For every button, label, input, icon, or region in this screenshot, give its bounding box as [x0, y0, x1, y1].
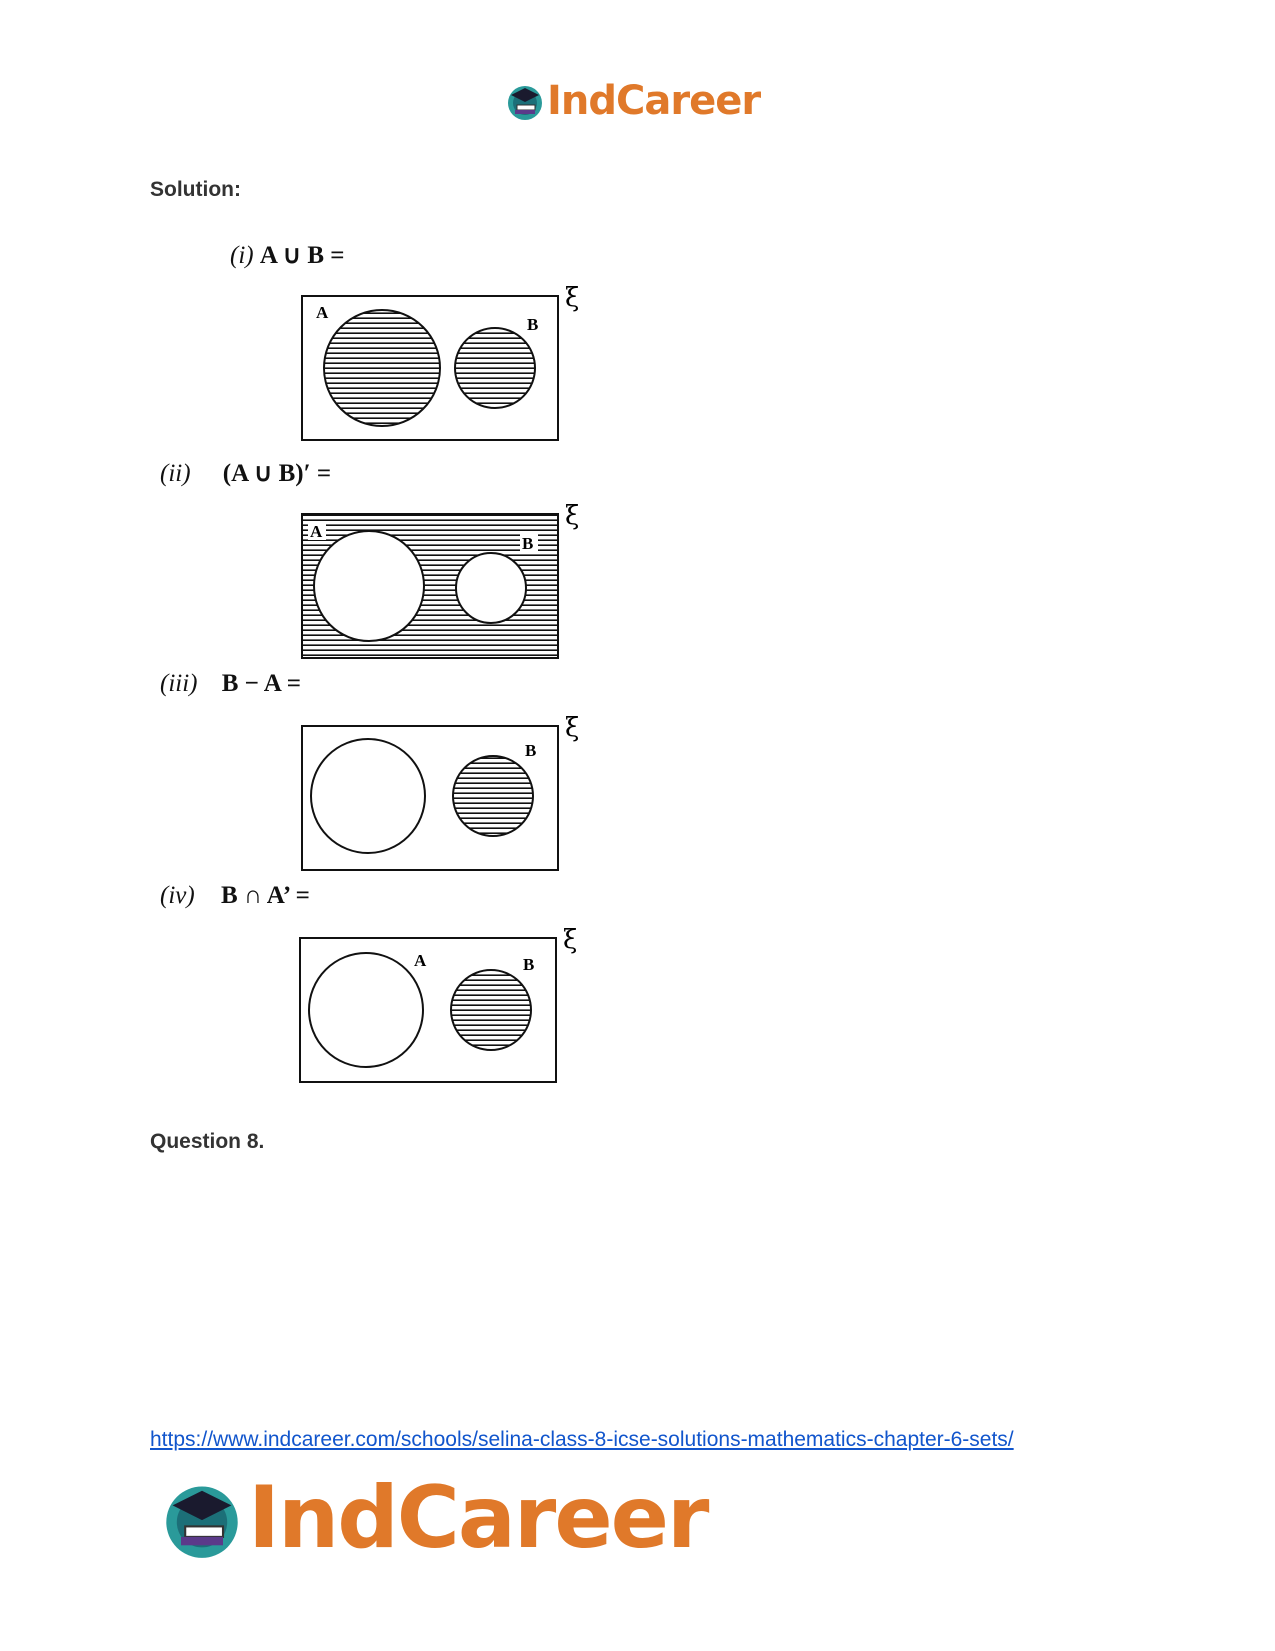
universe-symbol: ξ: [565, 713, 580, 743]
part-expression: A ∪ B =: [259, 242, 345, 269]
set-a-circle: [324, 310, 440, 426]
part-label: [160, 670, 301, 698]
set-b-label: B: [523, 955, 535, 974]
set-a-circle: [309, 953, 423, 1067]
set-a-circle: [314, 531, 424, 641]
set-a-label: A: [316, 303, 329, 322]
footer-url-link[interactable]: https://www.indcareer.com/schools/selina-class-8-icse-solutions-mathematics-chapter-6-sets/: [150, 1428, 1014, 1451]
universe-symbol: ξ: [565, 283, 580, 313]
header-logo: [505, 78, 760, 124]
set-b-circle: [456, 553, 526, 623]
venn-diagram-intersection-complement: [298, 924, 588, 1084]
part-roman: (i): [230, 242, 254, 269]
graduation-globe-icon: [160, 1476, 244, 1560]
set-b-circle: [453, 756, 533, 836]
logo-text: IndCareer: [547, 78, 761, 124]
set-b-label: B: [522, 534, 534, 553]
part-expression: (A ∪ B)′ =: [222, 460, 332, 487]
universe-symbol: ξ: [565, 501, 580, 531]
universe-symbol: ξ: [563, 925, 578, 955]
part-roman: (ii): [160, 460, 191, 487]
part-label: [160, 882, 310, 910]
set-b-label: B: [527, 315, 539, 334]
solution-heading: Solution:: [150, 178, 241, 201]
part-expression: B − A =: [221, 670, 301, 697]
logo-text: IndCareer: [248, 1468, 708, 1568]
set-a-circle: [311, 739, 425, 853]
part-roman: (iii): [160, 670, 198, 697]
set-a-label: A: [310, 522, 323, 541]
set-b-circle: [451, 970, 531, 1050]
venn-diagram-complement-union: [300, 500, 590, 660]
part-label: [160, 458, 331, 488]
set-b-circle: [455, 328, 535, 408]
set-b-label: B: [525, 741, 537, 760]
part-expression: B ∩ A’ =: [220, 882, 310, 909]
part-roman: (iv): [160, 882, 195, 909]
part-label: [230, 240, 345, 270]
question-heading: Question 8.: [150, 1130, 265, 1153]
venn-diagram-difference: [300, 712, 590, 872]
graduation-globe-icon: [505, 81, 545, 121]
venn-diagram-union: [300, 282, 590, 442]
footer-logo: [160, 1468, 707, 1568]
set-a-label: A: [414, 951, 427, 970]
